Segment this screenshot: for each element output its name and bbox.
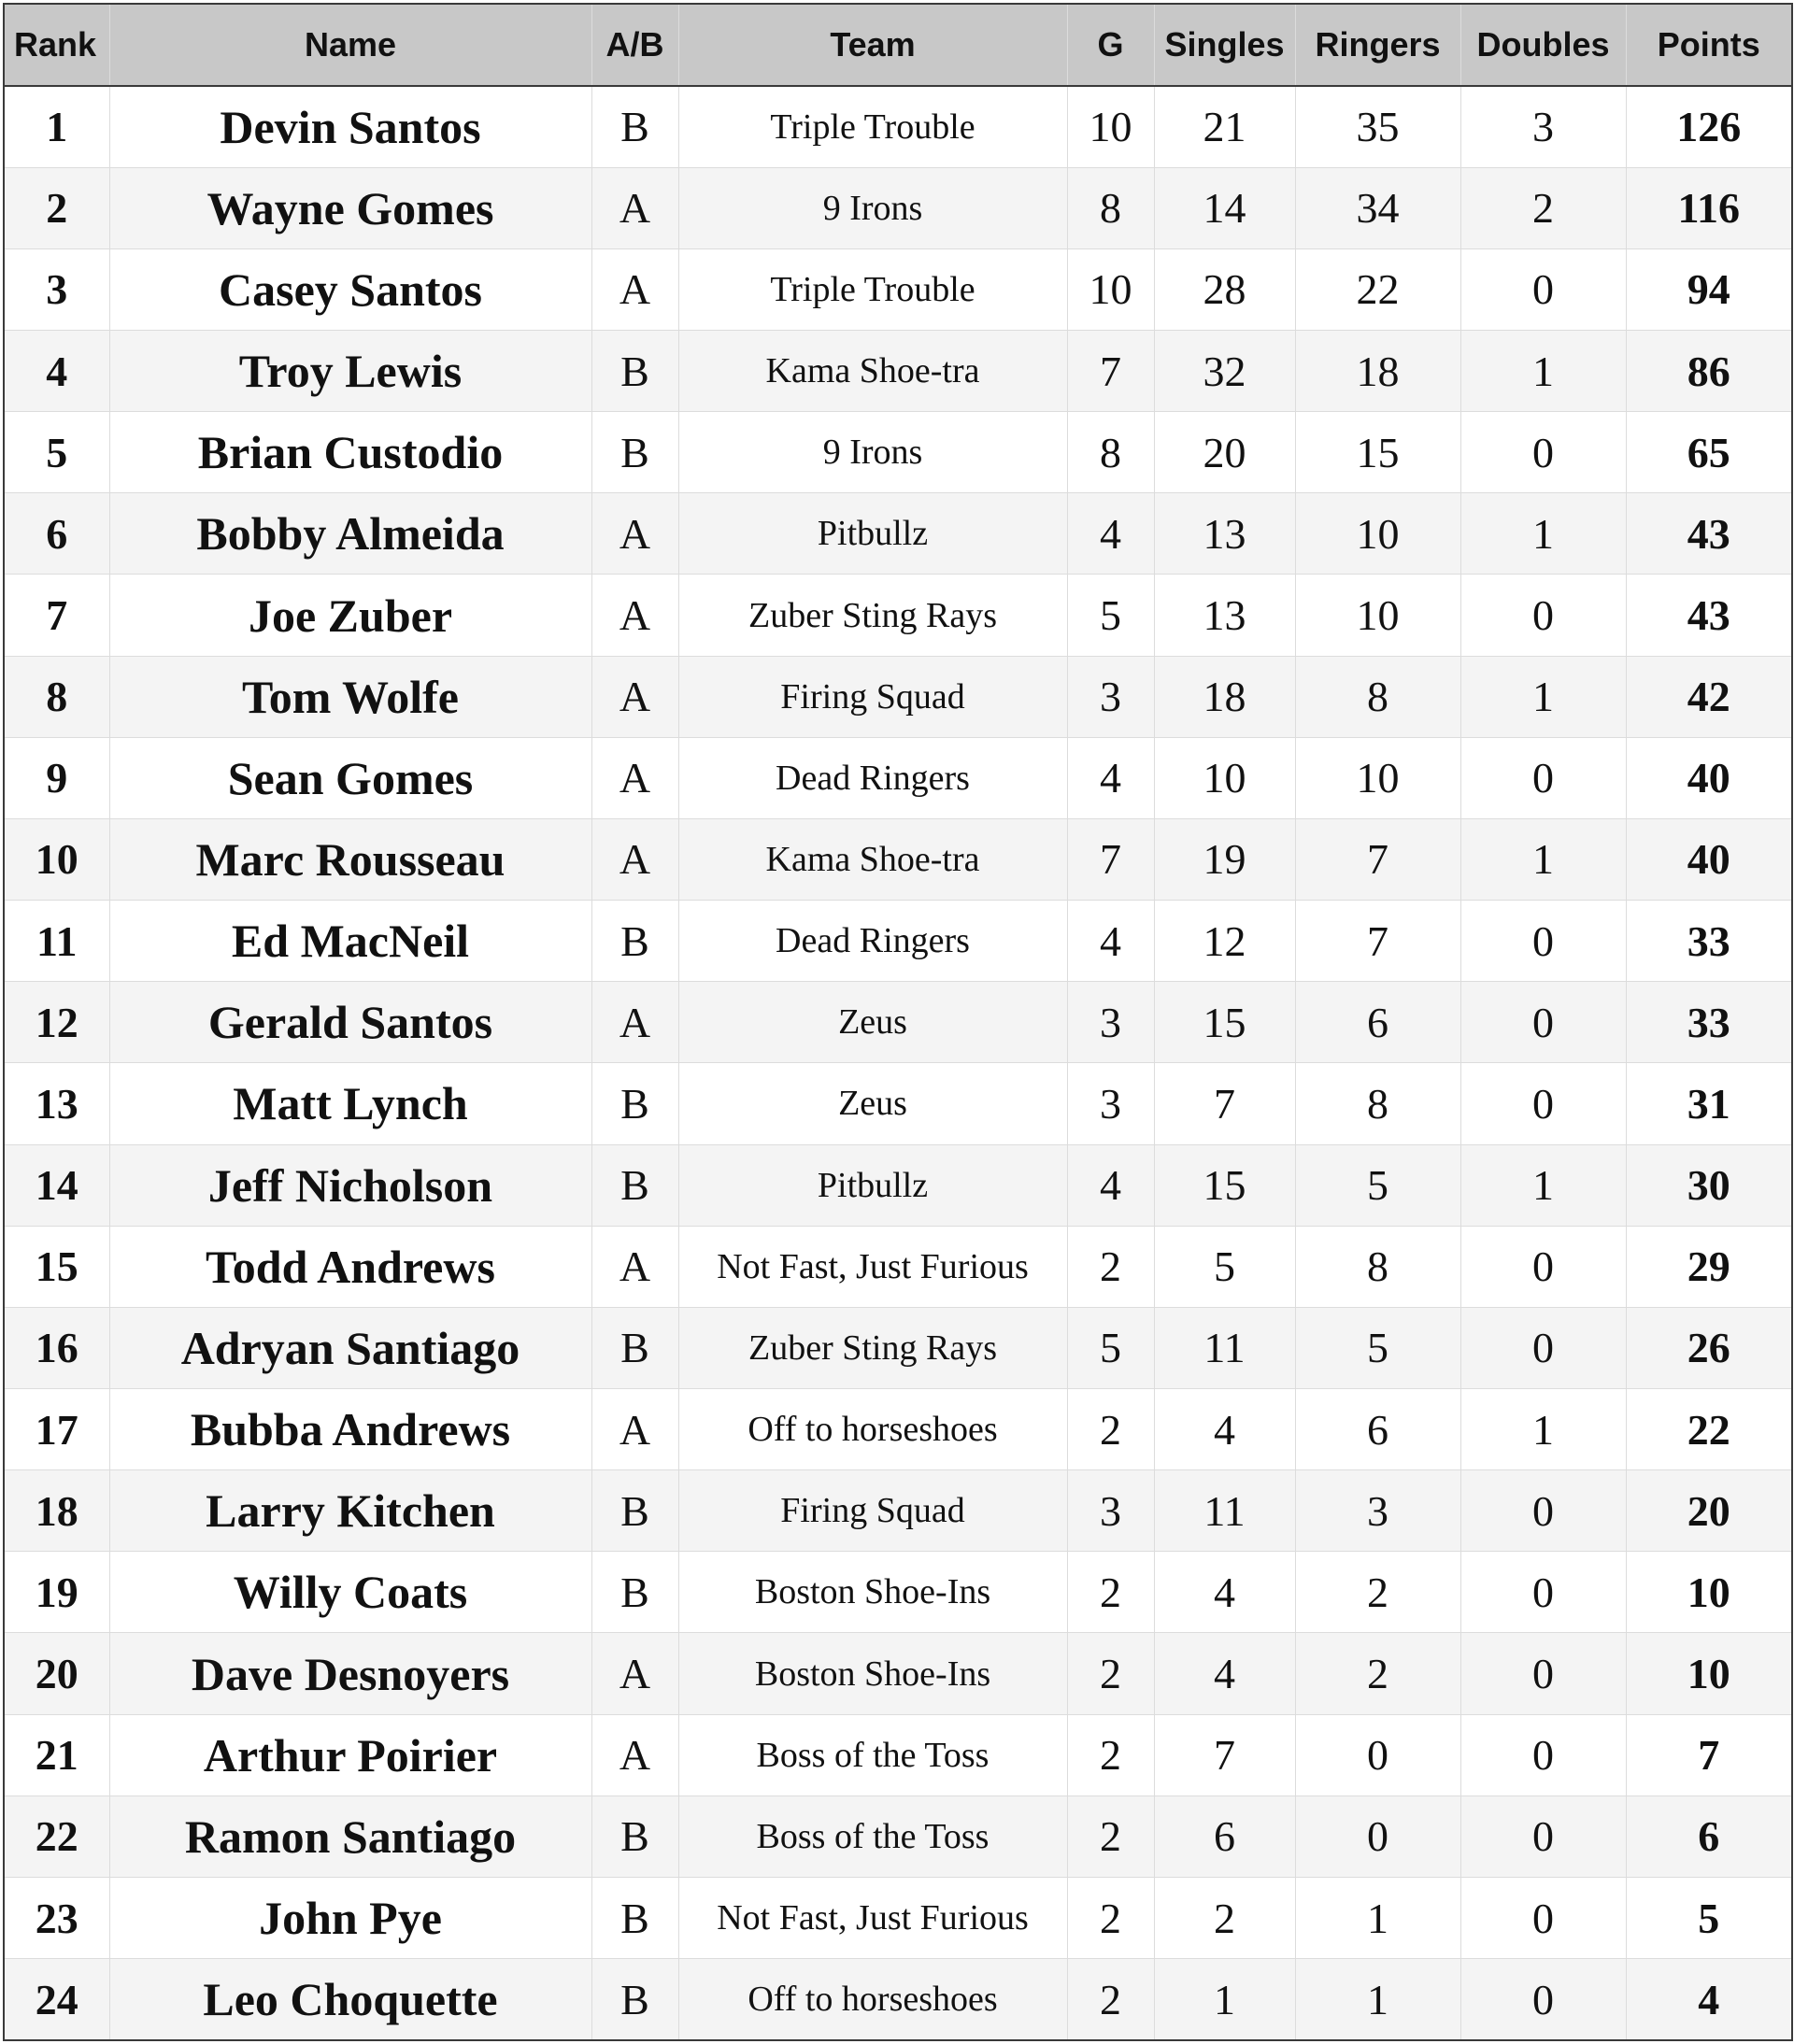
rank-cell: 16 <box>4 1307 109 1388</box>
points-cell: 43 <box>1626 575 1792 656</box>
doubles-cell: 0 <box>1460 412 1626 493</box>
games-cell: 10 <box>1067 248 1154 330</box>
games-cell: 4 <box>1067 737 1154 818</box>
name-cell: Tom Wolfe <box>109 656 591 737</box>
team-cell: Pitbullz <box>678 1144 1067 1226</box>
table-row <box>4 737 1792 818</box>
points-cell: 6 <box>1626 1796 1792 1877</box>
name-cell: Bobby Almeida <box>109 493 591 575</box>
table-row <box>4 1959 1792 2040</box>
name-cell: Ed MacNeil <box>109 901 591 982</box>
doubles-cell: 0 <box>1460 1226 1626 1307</box>
ringers-cell: 10 <box>1295 493 1460 575</box>
singles-cell: 11 <box>1154 1307 1295 1388</box>
singles-cell: 11 <box>1154 1470 1295 1552</box>
table-row <box>4 248 1792 330</box>
rank-cell: 8 <box>4 656 109 737</box>
singles-cell: 32 <box>1154 330 1295 411</box>
team-cell: Zeus <box>678 982 1067 1063</box>
team-cell: Boss of the Toss <box>678 1714 1067 1796</box>
games-cell: 2 <box>1067 1552 1154 1633</box>
doubles-cell: 0 <box>1460 1714 1626 1796</box>
table-row <box>4 1796 1792 1877</box>
doubles-cell: 0 <box>1460 1552 1626 1633</box>
points-cell: 20 <box>1626 1470 1792 1552</box>
name-cell: Matt Lynch <box>109 1063 591 1144</box>
games-cell: 3 <box>1067 1470 1154 1552</box>
table-row <box>4 1063 1792 1144</box>
rank-cell: 24 <box>4 1959 109 2040</box>
doubles-cell: 1 <box>1460 656 1626 737</box>
name-cell: Adryan Santiago <box>109 1307 591 1388</box>
doubles-cell: 0 <box>1460 1877 1626 1958</box>
games-cell: 2 <box>1067 1959 1154 2040</box>
name-cell: Gerald Santos <box>109 982 591 1063</box>
singles-cell: 18 <box>1154 656 1295 737</box>
table-row <box>4 575 1792 656</box>
table-row <box>4 656 1792 737</box>
header-g: G <box>1067 4 1154 86</box>
rank-cell: 3 <box>4 248 109 330</box>
name-cell: Willy Coats <box>109 1552 591 1633</box>
table-row <box>4 818 1792 900</box>
singles-cell: 10 <box>1154 737 1295 818</box>
singles-cell: 21 <box>1154 86 1295 167</box>
singles-cell: 28 <box>1154 248 1295 330</box>
ringers-cell: 8 <box>1295 1063 1460 1144</box>
rank-cell: 23 <box>4 1877 109 1958</box>
rank-cell: 10 <box>4 818 109 900</box>
ringers-cell: 6 <box>1295 1389 1460 1470</box>
points-cell: 26 <box>1626 1307 1792 1388</box>
rank-cell: 22 <box>4 1796 109 1877</box>
ab-cell: A <box>591 1226 678 1307</box>
team-cell: Zuber Sting Rays <box>678 1307 1067 1388</box>
rank-cell: 14 <box>4 1144 109 1226</box>
header-rank: Rank <box>4 4 109 86</box>
header-row <box>4 4 1792 86</box>
games-cell: 4 <box>1067 1144 1154 1226</box>
ab-cell: B <box>591 1307 678 1388</box>
name-cell: Todd Andrews <box>109 1226 591 1307</box>
ab-cell: A <box>591 493 678 575</box>
team-cell: Zuber Sting Rays <box>678 575 1067 656</box>
table-row <box>4 1389 1792 1470</box>
points-cell: 40 <box>1626 818 1792 900</box>
singles-cell: 4 <box>1154 1389 1295 1470</box>
ringers-cell: 6 <box>1295 982 1460 1063</box>
header-doubles: Doubles <box>1460 4 1626 86</box>
ringers-cell: 10 <box>1295 575 1460 656</box>
header-ab: A/B <box>591 4 678 86</box>
ab-cell: A <box>591 737 678 818</box>
ab-cell: A <box>591 248 678 330</box>
table-row <box>4 1307 1792 1388</box>
team-cell: Firing Squad <box>678 1470 1067 1552</box>
name-cell: Troy Lewis <box>109 330 591 411</box>
doubles-cell: 0 <box>1460 248 1626 330</box>
ringers-cell: 0 <box>1295 1796 1460 1877</box>
doubles-cell: 2 <box>1460 167 1626 248</box>
ab-cell: B <box>591 1552 678 1633</box>
points-cell: 29 <box>1626 1226 1792 1307</box>
doubles-cell: 0 <box>1460 982 1626 1063</box>
ringers-cell: 1 <box>1295 1877 1460 1958</box>
ab-cell: B <box>591 1144 678 1226</box>
table-row <box>4 1633 1792 1714</box>
rank-cell: 5 <box>4 412 109 493</box>
rank-cell: 12 <box>4 982 109 1063</box>
singles-cell: 4 <box>1154 1633 1295 1714</box>
games-cell: 2 <box>1067 1796 1154 1877</box>
table-row <box>4 1144 1792 1226</box>
points-cell: 126 <box>1626 86 1792 167</box>
doubles-cell: 1 <box>1460 1144 1626 1226</box>
name-cell: Larry Kitchen <box>109 1470 591 1552</box>
ab-cell: B <box>591 86 678 167</box>
ab-cell: B <box>591 1470 678 1552</box>
table-row <box>4 982 1792 1063</box>
team-cell: Triple Trouble <box>678 86 1067 167</box>
games-cell: 4 <box>1067 901 1154 982</box>
singles-cell: 7 <box>1154 1714 1295 1796</box>
singles-cell: 7 <box>1154 1063 1295 1144</box>
ringers-cell: 2 <box>1295 1552 1460 1633</box>
points-cell: 116 <box>1626 167 1792 248</box>
rank-cell: 17 <box>4 1389 109 1470</box>
table-row <box>4 1714 1792 1796</box>
team-cell: Not Fast, Just Furious <box>678 1877 1067 1958</box>
rank-cell: 19 <box>4 1552 109 1633</box>
doubles-cell: 0 <box>1460 901 1626 982</box>
team-cell: Dead Ringers <box>678 737 1067 818</box>
ringers-cell: 5 <box>1295 1144 1460 1226</box>
doubles-cell: 0 <box>1460 1470 1626 1552</box>
name-cell: Arthur Poirier <box>109 1714 591 1796</box>
games-cell: 3 <box>1067 1063 1154 1144</box>
team-cell: Kama Shoe-tra <box>678 818 1067 900</box>
team-cell: Boston Shoe-Ins <box>678 1633 1067 1714</box>
doubles-cell: 0 <box>1460 1633 1626 1714</box>
ab-cell: B <box>591 1063 678 1144</box>
rank-cell: 18 <box>4 1470 109 1552</box>
ringers-cell: 5 <box>1295 1307 1460 1388</box>
name-cell: Marc Rousseau <box>109 818 591 900</box>
rank-cell: 9 <box>4 737 109 818</box>
points-cell: 33 <box>1626 982 1792 1063</box>
singles-cell: 13 <box>1154 575 1295 656</box>
ringers-cell: 7 <box>1295 901 1460 982</box>
singles-cell: 2 <box>1154 1877 1295 1958</box>
doubles-cell: 0 <box>1460 575 1626 656</box>
doubles-cell: 0 <box>1460 1063 1626 1144</box>
points-cell: 33 <box>1626 901 1792 982</box>
points-cell: 30 <box>1626 1144 1792 1226</box>
games-cell: 7 <box>1067 330 1154 411</box>
ringers-cell: 0 <box>1295 1714 1460 1796</box>
games-cell: 2 <box>1067 1633 1154 1714</box>
team-cell: Triple Trouble <box>678 248 1067 330</box>
singles-cell: 15 <box>1154 982 1295 1063</box>
games-cell: 2 <box>1067 1226 1154 1307</box>
ab-cell: A <box>591 167 678 248</box>
points-cell: 86 <box>1626 330 1792 411</box>
points-cell: 40 <box>1626 737 1792 818</box>
ab-cell: A <box>591 1389 678 1470</box>
name-cell: Joe Zuber <box>109 575 591 656</box>
name-cell: Brian Custodio <box>109 412 591 493</box>
points-cell: 31 <box>1626 1063 1792 1144</box>
header-ringers: Ringers <box>1295 4 1460 86</box>
name-cell: Casey Santos <box>109 248 591 330</box>
ringers-cell: 18 <box>1295 330 1460 411</box>
ringers-cell: 3 <box>1295 1470 1460 1552</box>
table-row <box>4 1470 1792 1552</box>
singles-cell: 6 <box>1154 1796 1295 1877</box>
games-cell: 5 <box>1067 575 1154 656</box>
table-row <box>4 1552 1792 1633</box>
rank-cell: 11 <box>4 901 109 982</box>
rank-cell: 21 <box>4 1714 109 1796</box>
games-cell: 2 <box>1067 1877 1154 1958</box>
points-cell: 43 <box>1626 493 1792 575</box>
rank-cell: 1 <box>4 86 109 167</box>
doubles-cell: 3 <box>1460 86 1626 167</box>
doubles-cell: 1 <box>1460 330 1626 411</box>
games-cell: 4 <box>1067 493 1154 575</box>
doubles-cell: 0 <box>1460 1796 1626 1877</box>
ab-cell: A <box>591 982 678 1063</box>
ab-cell: B <box>591 412 678 493</box>
team-cell: 9 Irons <box>678 167 1067 248</box>
name-cell: Sean Gomes <box>109 737 591 818</box>
games-cell: 5 <box>1067 1307 1154 1388</box>
name-cell: Ramon Santiago <box>109 1796 591 1877</box>
points-cell: 4 <box>1626 1959 1792 2040</box>
team-cell: Kama Shoe-tra <box>678 330 1067 411</box>
team-cell: Pitbullz <box>678 493 1067 575</box>
doubles-cell: 0 <box>1460 737 1626 818</box>
table-row <box>4 412 1792 493</box>
points-cell: 5 <box>1626 1877 1792 1958</box>
table-row <box>4 901 1792 982</box>
team-cell: Not Fast, Just Furious <box>678 1226 1067 1307</box>
rank-cell: 15 <box>4 1226 109 1307</box>
games-cell: 2 <box>1067 1714 1154 1796</box>
ab-cell: B <box>591 1959 678 2040</box>
rank-cell: 6 <box>4 493 109 575</box>
name-cell: John Pye <box>109 1877 591 1958</box>
ringers-cell: 1 <box>1295 1959 1460 2040</box>
ringers-cell: 22 <box>1295 248 1460 330</box>
ab-cell: B <box>591 901 678 982</box>
singles-cell: 12 <box>1154 901 1295 982</box>
ringers-cell: 35 <box>1295 86 1460 167</box>
points-cell: 10 <box>1626 1552 1792 1633</box>
name-cell: Leo Choquette <box>109 1959 591 2040</box>
table-row <box>4 330 1792 411</box>
ab-cell: A <box>591 575 678 656</box>
team-cell: Firing Squad <box>678 656 1067 737</box>
team-cell: Off to horseshoes <box>678 1389 1067 1470</box>
games-cell: 2 <box>1067 1389 1154 1470</box>
points-cell: 65 <box>1626 412 1792 493</box>
table-row <box>4 86 1792 167</box>
singles-cell: 5 <box>1154 1226 1295 1307</box>
ringers-cell: 7 <box>1295 818 1460 900</box>
ringers-cell: 34 <box>1295 167 1460 248</box>
standings-table <box>3 3 1793 2041</box>
table-row <box>4 1226 1792 1307</box>
name-cell: Wayne Gomes <box>109 167 591 248</box>
table-row <box>4 1877 1792 1958</box>
games-cell: 7 <box>1067 818 1154 900</box>
team-cell: Boss of the Toss <box>678 1796 1067 1877</box>
rank-cell: 4 <box>4 330 109 411</box>
points-cell: 10 <box>1626 1633 1792 1714</box>
doubles-cell: 1 <box>1460 818 1626 900</box>
doubles-cell: 1 <box>1460 1389 1626 1470</box>
name-cell: Dave Desnoyers <box>109 1633 591 1714</box>
ringers-cell: 8 <box>1295 1226 1460 1307</box>
games-cell: 8 <box>1067 167 1154 248</box>
ab-cell: B <box>591 1796 678 1877</box>
ab-cell: A <box>591 656 678 737</box>
ringers-cell: 10 <box>1295 737 1460 818</box>
doubles-cell: 1 <box>1460 493 1626 575</box>
singles-cell: 1 <box>1154 1959 1295 2040</box>
rank-cell: 2 <box>4 167 109 248</box>
singles-cell: 19 <box>1154 818 1295 900</box>
ab-cell: A <box>591 1714 678 1796</box>
team-cell: Off to horseshoes <box>678 1959 1067 2040</box>
points-cell: 7 <box>1626 1714 1792 1796</box>
singles-cell: 15 <box>1154 1144 1295 1226</box>
table-row <box>4 493 1792 575</box>
team-cell: 9 Irons <box>678 412 1067 493</box>
ringers-cell: 15 <box>1295 412 1460 493</box>
points-cell: 22 <box>1626 1389 1792 1470</box>
table-row <box>4 167 1792 248</box>
rank-cell: 13 <box>4 1063 109 1144</box>
header-team: Team <box>678 4 1067 86</box>
ringers-cell: 2 <box>1295 1633 1460 1714</box>
team-cell: Dead Ringers <box>678 901 1067 982</box>
rank-cell: 7 <box>4 575 109 656</box>
games-cell: 8 <box>1067 412 1154 493</box>
points-cell: 94 <box>1626 248 1792 330</box>
name-cell: Bubba Andrews <box>109 1389 591 1470</box>
table-body <box>4 86 1792 2040</box>
games-cell: 10 <box>1067 86 1154 167</box>
header-name: Name <box>109 4 591 86</box>
team-cell: Boston Shoe-Ins <box>678 1552 1067 1633</box>
name-cell: Jeff Nicholson <box>109 1144 591 1226</box>
name-cell: Devin Santos <box>109 86 591 167</box>
team-cell: Zeus <box>678 1063 1067 1144</box>
rank-cell: 20 <box>4 1633 109 1714</box>
points-cell: 42 <box>1626 656 1792 737</box>
singles-cell: 14 <box>1154 167 1295 248</box>
singles-cell: 13 <box>1154 493 1295 575</box>
ab-cell: B <box>591 1877 678 1958</box>
singles-cell: 20 <box>1154 412 1295 493</box>
singles-cell: 4 <box>1154 1552 1295 1633</box>
doubles-cell: 0 <box>1460 1959 1626 2040</box>
games-cell: 3 <box>1067 982 1154 1063</box>
doubles-cell: 0 <box>1460 1307 1626 1388</box>
ab-cell: A <box>591 818 678 900</box>
ab-cell: A <box>591 1633 678 1714</box>
ringers-cell: 8 <box>1295 656 1460 737</box>
ab-cell: B <box>591 330 678 411</box>
header-singles: Singles <box>1154 4 1295 86</box>
games-cell: 3 <box>1067 656 1154 737</box>
header-points: Points <box>1626 4 1792 86</box>
